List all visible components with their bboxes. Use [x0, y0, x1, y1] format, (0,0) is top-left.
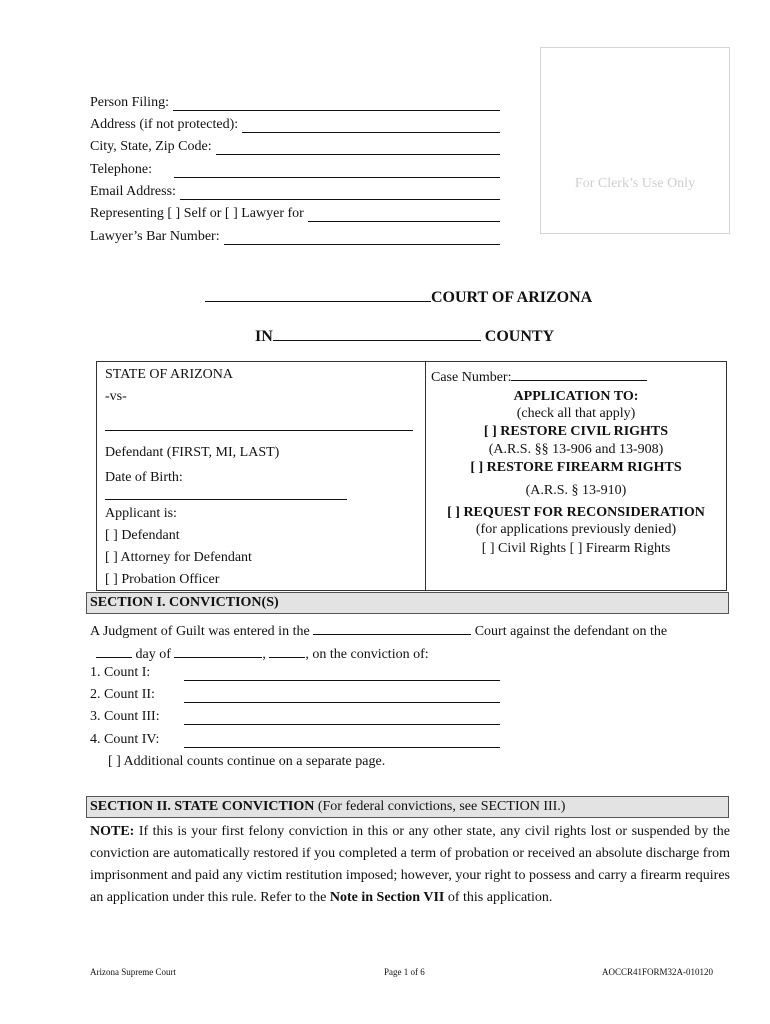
county-label: COUNTY — [484, 328, 555, 345]
count-1-field[interactable] — [184, 666, 500, 681]
judgment-conviction-text: , on the conviction of: — [305, 647, 429, 662]
applicant-defendant-checkbox[interactable]: [ ] Defendant — [105, 528, 180, 543]
court-name-field[interactable] — [205, 287, 431, 302]
restore-civil-rights-checkbox[interactable]: [ ] RESTORE CIVIL RIGHTS — [483, 424, 669, 439]
note-text: If this is your first felony conviction in this or any other state, any civil rights lost or suspended by the conviction are automatically restored if you completed a term of probation or received an absolute discharge from imprisonment and paid any victim restitution imposed; however, your right to possess and carry a firearm requires an application under this rule. Refer to the — [90, 824, 730, 905]
lawyer-for-field[interactable] — [308, 207, 500, 222]
person-filing-label: Person Filing: — [90, 95, 169, 110]
application-to-heading: APPLICATION TO: — [513, 389, 639, 404]
email-label: Email Address: — [90, 184, 176, 199]
judgment-comma: , — [262, 647, 266, 662]
email-field[interactable] — [180, 185, 500, 200]
judgment-line-1 — [90, 620, 667, 640]
judgment-year-field[interactable] — [269, 643, 305, 658]
telephone-label: Telephone: — [90, 162, 152, 177]
telephone-row[interactable] — [90, 161, 500, 178]
firearm-statute-label: (A.R.S. § 13-910) — [525, 483, 627, 498]
county-title — [255, 326, 554, 346]
case-number-row — [431, 366, 647, 386]
section-2-subtitle: (For federal convictions, see SECTION III.) — [314, 799, 566, 814]
count-2-field[interactable] — [184, 688, 500, 703]
count-3-field[interactable] — [184, 710, 500, 725]
dob-label: Date of Birth: — [105, 470, 183, 485]
case-number-label: Case Number: — [431, 370, 512, 385]
county-in-label: IN — [255, 328, 273, 345]
footer-left: Arizona Supreme Court — [90, 967, 176, 977]
count-4-field[interactable] — [184, 733, 500, 748]
count-3-label: 3. Count III: — [90, 709, 160, 724]
case-number-field[interactable] — [511, 366, 647, 381]
additional-counts-checkbox[interactable]: [ ] Additional counts continue on a separate page. — [108, 754, 386, 769]
city-state-zip-row[interactable] — [90, 138, 500, 155]
judgment-month-field[interactable] — [174, 643, 262, 658]
judgment-day-field[interactable] — [96, 643, 132, 658]
check-all-note: (check all that apply) — [516, 406, 636, 421]
clerk-use-box — [540, 47, 730, 234]
count-4-row[interactable] — [90, 731, 500, 748]
county-name-field[interactable] — [273, 326, 481, 341]
bar-number-field[interactable] — [224, 230, 500, 245]
civil-statute-label: (A.R.S. §§ 13-906 and 13-908) — [488, 442, 664, 457]
note-reference: Note in Section VII — [329, 890, 445, 905]
count-2-row[interactable] — [90, 686, 500, 703]
applicant-attorney-checkbox[interactable]: [ ] Attorney for Defendant — [105, 550, 252, 565]
court-title-text: COURT OF ARIZONA — [431, 289, 593, 306]
representing-row[interactable] — [90, 205, 500, 222]
count-4-label: 4. Count IV: — [90, 732, 160, 747]
court-title — [205, 287, 592, 307]
address-row[interactable] — [90, 116, 500, 133]
judgment-line-2 — [96, 643, 429, 663]
defendant-name-field[interactable] — [105, 430, 413, 431]
person-filing-row[interactable] — [90, 94, 500, 111]
reconsideration-checkbox[interactable]: [ ] REQUEST FOR RECONSIDERATION — [447, 505, 705, 520]
note-end: of this application. — [444, 890, 553, 905]
person-filing-field[interactable] — [173, 96, 500, 111]
count-2-label: 2. Count II: — [90, 687, 155, 702]
judgment-court-field[interactable] — [313, 620, 471, 635]
telephone-field[interactable] — [174, 163, 500, 178]
section-2-note — [90, 821, 730, 909]
defendant-label: Defendant (FIRST, MI, LAST) — [105, 445, 280, 460]
state-label: STATE OF ARIZONA — [105, 367, 233, 382]
judgment-day-text: day of — [135, 647, 171, 662]
vs-label: -vs- — [105, 389, 127, 404]
reconsideration-note: (for applications previously denied) — [475, 522, 677, 537]
city-state-zip-label: City, State, Zip Code: — [90, 139, 212, 154]
clerk-use-label: For Clerk’s Use Only — [574, 176, 696, 191]
city-state-zip-field[interactable] — [216, 140, 500, 155]
judgment-text-b: Court against the defendant on the — [474, 624, 668, 639]
section-1-header: SECTION I. CONVICTION(S) — [86, 592, 729, 614]
footer-page-number: Page 1 of 6 — [384, 967, 425, 977]
count-1-label: 1. Count I: — [90, 665, 151, 680]
count-1-row[interactable] — [90, 664, 500, 681]
bar-number-label: Lawyer’s Bar Number: — [90, 229, 220, 244]
bar-number-row[interactable] — [90, 228, 500, 245]
section-2-header — [86, 796, 729, 818]
email-row[interactable] — [90, 183, 500, 200]
representing-label: Representing [ ] Self or [ ] Lawyer for — [90, 206, 304, 221]
count-3-row[interactable] — [90, 708, 500, 725]
address-field[interactable] — [242, 118, 500, 133]
dob-field[interactable] — [105, 499, 347, 500]
judgment-text-a: A Judgment of Guilt was entered in the — [90, 624, 310, 639]
note-label: NOTE: — [90, 824, 135, 839]
footer-form-id: AOCCR41FORM32A-010120 — [602, 967, 714, 977]
case-caption-table — [96, 361, 727, 591]
reconsideration-options[interactable]: [ ] Civil Rights [ ] Firearm Rights — [481, 541, 671, 556]
restore-firearm-rights-checkbox[interactable]: [ ] RESTORE FIREARM RIGHTS — [470, 460, 682, 475]
section-2-title: SECTION II. STATE CONVICTION — [90, 799, 315, 814]
applicant-label: Applicant is: — [105, 506, 177, 521]
address-label: Address (if not protected): — [90, 117, 239, 132]
applicant-probation-checkbox[interactable]: [ ] Probation Officer — [105, 572, 220, 587]
